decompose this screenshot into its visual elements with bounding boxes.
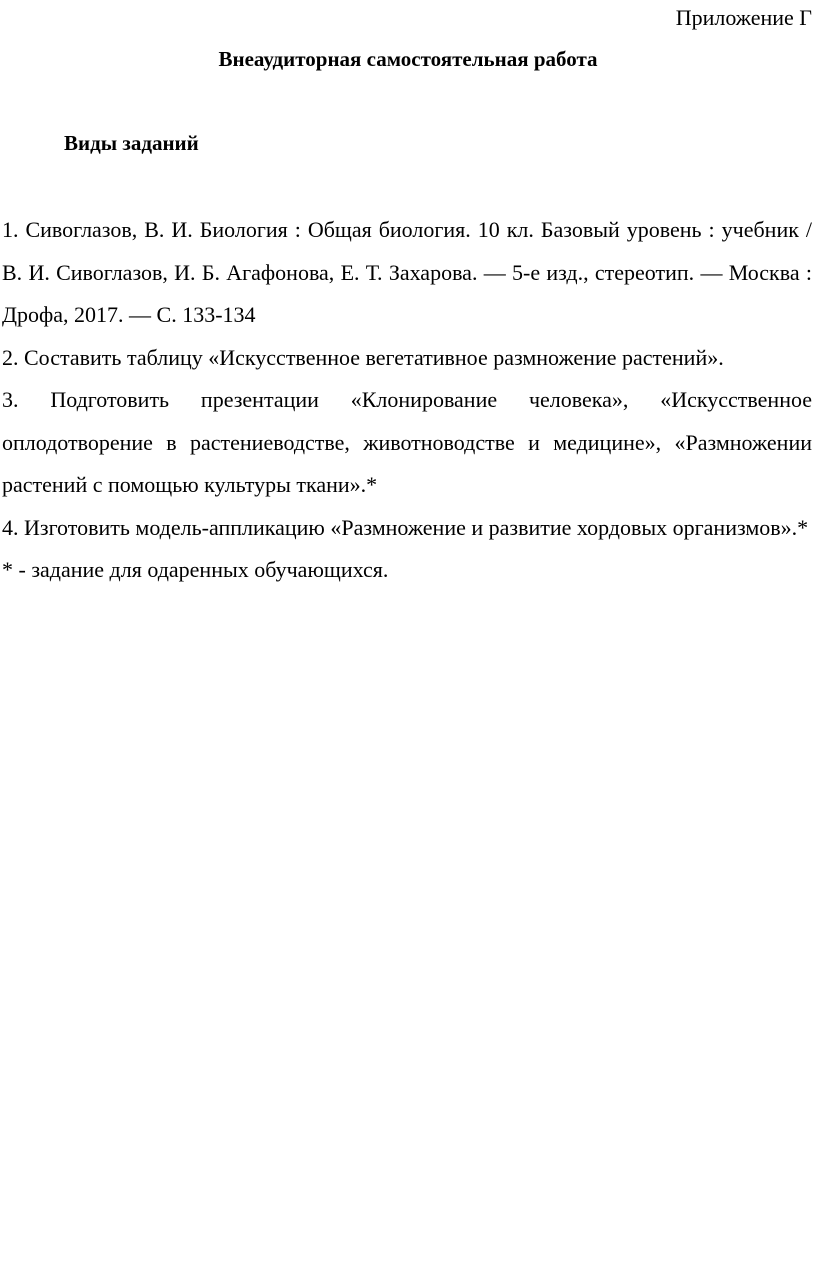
list-item: 3. Подготовить презентации «Клонирование человека», «Искусственное оплодотворение в растениеводстве, животноводстве и медицине», «Размножении растений с помощью культуры ткани».* [2, 387, 812, 497]
list-item: 4. Изготовить модель-аппликацию «Размножение и развитие хордовых организмов».* [2, 514, 809, 540]
list-item: 1. Сивоглазов, В. И. Биология : Общая биология. 10 кл. Базовый уровень : учебник / В. И. Сивоглазов, И. Б. Агафонова, Е. Т. Захарова. — 5-е изд., стереотип. — Москва : Дрофа, 2017. — С. 133-134 [2, 217, 812, 327]
task-list [2, 209, 812, 592]
footnote: * - задание для одаренных обучающихся. [2, 557, 389, 582]
page-title: Внеаудиторная самостоятельная работа [218, 47, 598, 71]
list-item: 2. Составить таблицу «Искусственное вегетативное размножение растений». [2, 344, 724, 370]
section-subtitle: Виды заданий [64, 131, 199, 155]
appendix-label: Приложение Г [675, 5, 812, 30]
